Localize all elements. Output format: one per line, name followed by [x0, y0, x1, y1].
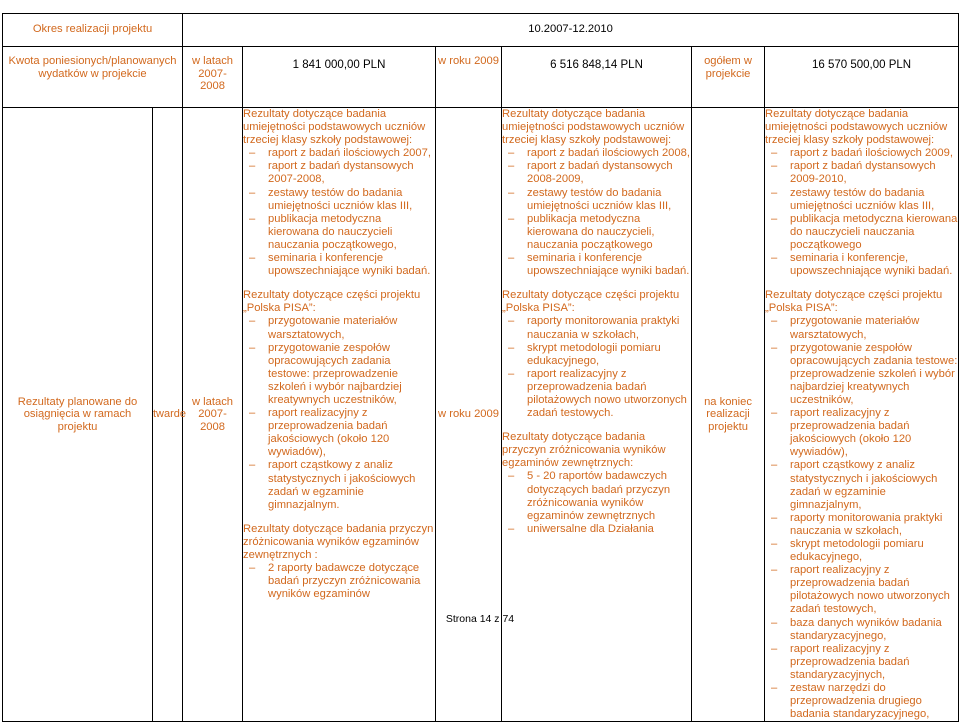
list-item: – zestawy testów do badania umiejętności uczniów klas III, [243, 187, 435, 213]
list-item: – zestawy testów do badania umiejętności uczniów klas III, [765, 187, 958, 213]
results-list [243, 562, 435, 601]
results-intro: Rezultaty dotyczące części projektu „Polska PISA”: [502, 289, 680, 315]
list-item: – raport realizacyjny z przeprowadzenia badań jakościowych (około 120 wywiadów), [243, 407, 435, 459]
header-row [3, 14, 959, 47]
list-item: – raport realizacyjny z przeprowadzenia badań pilotażowych nowo utworzonych zadań testowych. [502, 368, 691, 420]
period-label: Okres realizacji projektu [3, 14, 183, 47]
list-item: – raport cząstkowy z analiz statystycznych i jakościowych zadań w egzaminie gimnazjalnym, [765, 459, 958, 511]
results-list [243, 315, 435, 511]
list-item: – seminaria i konferencje upowszechniające wyniki badań. [243, 252, 435, 278]
amount-row [3, 47, 959, 108]
total-label: ogółem w projekcie [692, 47, 765, 108]
list-item: – raport realizacyjny z przeprowadzenia badań standaryzacyjnych, [765, 643, 958, 682]
amount-2009: 6 516 848,14 PLN [502, 47, 692, 108]
results-intro: Rezultaty dotyczące badania umiejętności podstawowych uczniów trzeciej klasy szkoły podstawowej: [243, 108, 426, 147]
years-2007-2008-label: w latach 2007-2008 [183, 47, 243, 108]
list-item: – zestawy testów do badania umiejętności uczniów klas III, [502, 187, 691, 213]
list-item: – przygotowanie zespołów opracowujących zadania testowe: przeprowadzenie szkoleń i wybór najbardziej kreatywnych uczestników, [243, 342, 435, 407]
results-list [765, 147, 958, 278]
list-item: – raporty monitorowania praktyki nauczania w szkołach, [765, 512, 958, 538]
list-item: – publikacja metodyczna kierowana do nauczycieli nauczania początkowego [765, 213, 958, 252]
results-planned-label: Rezultaty planowane do osiągnięcia w ramach projektu [3, 108, 153, 722]
amount-total: 16 570 500,00 PLN [765, 47, 959, 108]
list-item: – przygotowanie materiałów warsztatowych, [765, 315, 958, 341]
year-2009-label: w roku 2009 [436, 47, 502, 108]
list-item: – raport z badań ilościowych 2009, [765, 147, 958, 160]
amount-2007-2008: 1 841 000,00 PLN [243, 47, 436, 108]
list-item: – przygotowanie zespołów opracowujących zadania testowe: przeprowadzenie szkoleń i wybór najbardziej kreatywnych uczestników, [765, 342, 958, 407]
results-intro: Rezultaty dotyczące części projektu „Polska PISA”: [243, 289, 421, 315]
results-list [502, 470, 691, 535]
results-list [765, 315, 958, 721]
year-2009-row-label: w roku 2009 [436, 108, 502, 722]
list-item: – skrypt metodologii pomiaru edukacyjnego, [765, 538, 958, 564]
list-item: – publikacja metodyczna kierowana do nauczycieli nauczania początkowego, [243, 213, 435, 252]
list-item: – skrypt metodologii pomiaru edukacyjnego, [502, 342, 691, 368]
list-item: – raport realizacyjny z przeprowadzenia badań pilotażowych nowo utworzonych zadań testowych, [765, 564, 958, 616]
amount-label: Kwota poniesionych/planowanych wydatków w projekcie [3, 47, 183, 108]
period-value: 10.2007-12.2010 [183, 14, 959, 47]
page-number: Strona 14 z 74 [445, 613, 515, 625]
list-item: – raport z badań dystansowych 2007-2008, [243, 160, 435, 186]
hard-results-label: twarde [153, 108, 183, 722]
list-item: – raport z badań dystansowych 2008-2009, [502, 160, 691, 186]
list-item: – 2 raporty badawcze dotyczące badań przyczyn zróżnicowania wyników egzaminów [243, 562, 435, 601]
years-2007-2008-row-label: w latach 2007-2008 [183, 108, 243, 722]
project-end-label: na koniec realizacji projektu [692, 108, 765, 722]
results-intro: Rezultaty dotyczące części projektu „Polska PISA”: [765, 289, 943, 315]
results-intro: Rezultaty dotyczące badania przyczyn zróżnicowania wyników egzaminów zewnętrznych : [243, 522, 434, 561]
list-item: – raport realizacyjny z przeprowadzenia badań jakościowych (około 120 wywiadów), [765, 407, 958, 459]
results-list [502, 315, 691, 420]
list-item: – baza danych wyników badania standaryzacyjnego, [765, 617, 958, 643]
list-item: – raporty monitorowania praktyki nauczania w szkołach, [502, 315, 691, 341]
results-intro: Rezultaty dotyczące badania umiejętności podstawowych uczniów trzeciej klasy szkoły podstawowej: [502, 108, 685, 147]
list-item: – przygotowanie materiałów warsztatowych, [243, 315, 435, 341]
list-item: – zestaw narzędzi do przeprowadzenia drugiego badania standaryzacyjnego, [765, 682, 958, 721]
list-item: – publikacja metodyczna kierowana do nauczycieli, nauczania początkowego [502, 213, 691, 252]
list-item: – raport z badań dystansowych 2009-2010, [765, 160, 958, 186]
list-item: – seminaria i konferencje, upowszechniające wyniki badań. [765, 252, 958, 278]
list-item: – seminaria i konferencje upowszechniające wyniki badań. [502, 252, 691, 278]
list-item: – raport z badań ilościowych 2008, [502, 147, 691, 160]
results-list [243, 147, 435, 278]
results-list [502, 147, 691, 278]
list-item: – uniwersalne dla Działania [502, 523, 691, 536]
results-intro: Rezultaty dotyczące badania przyczyn zróżnicowania wyników egzaminów zewnętrznych: [502, 431, 666, 470]
list-item: – raport z badań ilościowych 2007, [243, 147, 435, 160]
results-intro: Rezultaty dotyczące badania umiejętności podstawowych uczniów trzeciej klasy szkoły podstawowej: [765, 108, 948, 147]
list-item: – raport cząstkowy z analiz statystycznych i jakościowych zadań w egzaminie gimnazjalnym. [243, 459, 435, 511]
list-item: – 5 - 20 raportów badawczych dotyczących badań przyczyn zróżnicowania wyników egzaminów zewnętrznych [502, 470, 691, 522]
